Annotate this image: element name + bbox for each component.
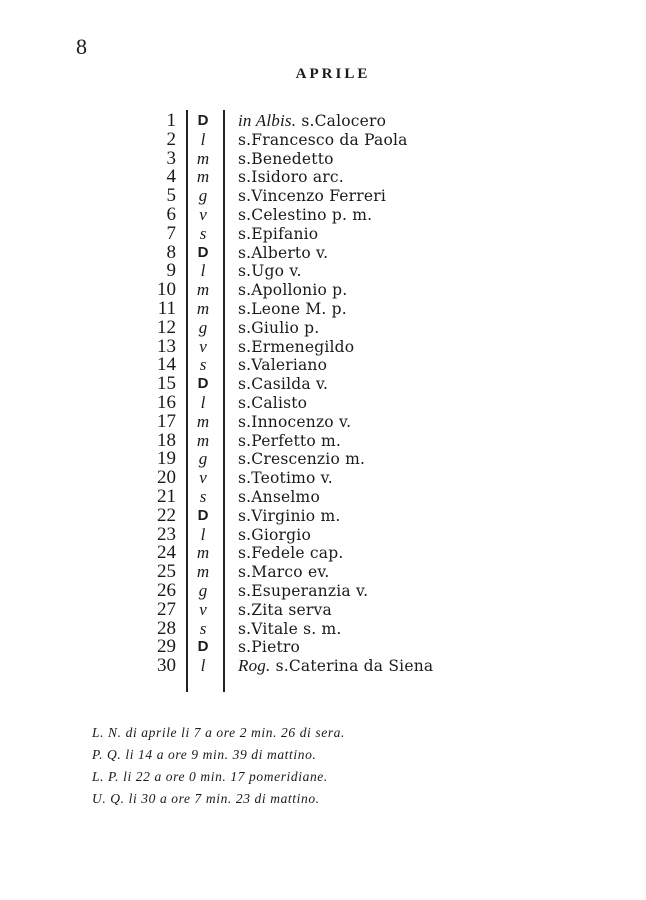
calendar-row <box>140 638 500 657</box>
calendar-row <box>140 598 500 620</box>
calendar-row <box>140 485 500 507</box>
day-number: 27 <box>157 598 176 620</box>
month-title: APRILE <box>295 66 371 82</box>
saint-text: s.Valeriano <box>238 356 328 375</box>
page-number: 8 <box>76 34 87 59</box>
saint-name <box>238 375 328 394</box>
day-number: 11 <box>157 297 176 319</box>
saint-name <box>238 394 307 413</box>
day-number: 20 <box>157 467 176 489</box>
moon-phase-line: P. Q. li 14 a ore 9 min. 39 di mattino. <box>92 747 317 762</box>
moon-phase-line: L. P. li 22 a ore 0 min. 17 pomeridiane. <box>92 769 328 784</box>
moon-phase-line: L. N. di aprile li 7 a ore 2 min. 26 di sera. <box>92 725 346 740</box>
day-number: 15 <box>157 373 176 395</box>
saint-text: s.Ugo v. <box>238 262 302 281</box>
weekday-letter: m <box>196 298 210 318</box>
calendar-row <box>140 375 500 394</box>
day-number: 5 <box>166 185 176 207</box>
day-number: 29 <box>157 636 176 658</box>
calendar-row <box>140 544 500 563</box>
saint-name <box>238 319 319 338</box>
saint-text: s.Vincenzo Ferreri <box>238 187 387 206</box>
saint-name <box>238 244 328 263</box>
weekday-letter: s <box>199 486 207 506</box>
saint-name <box>238 225 318 244</box>
day-number: 7 <box>166 222 176 244</box>
saint-name <box>238 620 342 639</box>
calendar-row <box>140 147 500 169</box>
day-number: 2 <box>166 128 176 150</box>
calendar-row <box>140 429 500 451</box>
calendar-row <box>140 469 500 488</box>
weekday-letter: v <box>199 204 207 224</box>
saint-text: s.Casilda v. <box>238 375 329 394</box>
saint-name <box>238 469 333 488</box>
calendar-row <box>140 563 500 582</box>
saint-text: s.Apollonio p. <box>238 281 348 300</box>
day-number: 6 <box>166 203 176 225</box>
saint-name <box>238 657 433 676</box>
saint-name <box>238 601 332 620</box>
calendar-row <box>140 504 500 526</box>
day-number: 14 <box>157 354 176 376</box>
saint-name <box>238 526 311 545</box>
calendar-row <box>140 222 500 244</box>
saint-text: s.Vitale s. m. <box>238 619 342 638</box>
saint-name <box>238 168 344 187</box>
weekday-letter: D <box>197 506 209 524</box>
saint-name <box>238 507 340 526</box>
day-number: 25 <box>157 561 176 583</box>
weekday-letter: v <box>199 599 207 619</box>
weekday-letter: l <box>200 524 206 544</box>
day-number: 23 <box>157 523 176 545</box>
saint-text: s.Leone M. p. <box>238 299 347 318</box>
weekday-letter: m <box>196 148 210 168</box>
saint-name <box>238 582 368 601</box>
liturgical-note: in Albis. <box>238 111 297 130</box>
weekday-letter: g <box>198 449 208 469</box>
calendar-row <box>140 168 500 187</box>
calendar-row <box>140 410 500 432</box>
day-number: 3 <box>166 147 176 169</box>
saint-text: s.Crescenzio m. <box>238 450 366 469</box>
calendar-row <box>140 203 500 225</box>
saint-name <box>238 338 354 357</box>
saint-name <box>238 206 372 225</box>
saint-name <box>238 432 341 451</box>
calendar-row <box>140 297 500 319</box>
weekday-letter: m <box>196 430 210 450</box>
weekday-letter: v <box>199 336 207 356</box>
saint-text: s.Innocenzo v. <box>238 412 352 431</box>
calendar-row <box>140 112 500 131</box>
calendar-row <box>140 335 500 357</box>
calendar-table <box>140 112 500 676</box>
weekday-letter: m <box>196 543 210 563</box>
day-number: 16 <box>157 391 176 413</box>
calendar-row <box>140 187 500 206</box>
day-number: 10 <box>157 279 176 301</box>
saint-text: s.Alberto v. <box>238 243 329 262</box>
weekday-letter: m <box>196 562 210 582</box>
calendar-row <box>140 281 500 300</box>
weekday-letter: s <box>199 618 207 638</box>
saint-name <box>238 356 327 375</box>
weekday-letter: m <box>196 411 210 431</box>
saint-text: s.Isidoro arc. <box>238 168 344 187</box>
weekday-letter: g <box>198 580 208 600</box>
weekday-letter: s <box>199 355 207 375</box>
weekday-letter: v <box>199 468 207 488</box>
day-number: 8 <box>166 241 176 263</box>
saint-text: s.Benedetto <box>238 149 334 168</box>
calendar-row <box>140 579 500 601</box>
saint-text: s.Perfetto m. <box>238 431 342 450</box>
saint-text: s.Calisto <box>238 393 308 412</box>
saint-name <box>238 262 302 281</box>
weekday-letter: m <box>196 280 210 300</box>
saint-text: s.Epifanio <box>238 224 319 243</box>
calendar-row <box>140 450 500 469</box>
saint-text: s.Giorgio <box>238 525 311 544</box>
weekday-letter: l <box>200 129 206 149</box>
day-number: 26 <box>157 579 176 601</box>
saint-text: s.Pietro <box>238 638 301 657</box>
saint-text: s.Francesco da Paola <box>238 130 408 149</box>
saint-text: s.Fedele cap. <box>238 544 344 563</box>
calendar-row <box>140 356 500 375</box>
weekday-letter: D <box>197 375 209 393</box>
saint-text: s.Caterina da Siena <box>275 657 434 676</box>
weekday-letter: D <box>197 638 209 656</box>
weekday-letter: m <box>196 167 210 187</box>
saint-name <box>238 413 351 432</box>
day-number: 24 <box>157 542 176 564</box>
day-number: 9 <box>166 260 176 282</box>
calendar-row <box>140 241 500 263</box>
saint-name <box>238 112 386 131</box>
day-number: 21 <box>157 485 176 507</box>
saint-name <box>238 187 386 206</box>
weekday-letter: D <box>197 243 209 261</box>
saint-name <box>238 300 347 319</box>
saint-name <box>238 281 347 300</box>
day-number: 18 <box>157 429 176 451</box>
saint-text: s.Ermenegildo <box>238 337 355 356</box>
saint-text: s.Anselmo <box>238 487 320 506</box>
saint-text: s.Giulio p. <box>238 318 320 337</box>
weekday-letter: l <box>200 392 206 412</box>
saint-text: s.Celestino p. m. <box>238 205 373 224</box>
weekday-letter: l <box>200 261 206 281</box>
calendar-row <box>140 316 500 338</box>
day-number: 13 <box>157 335 176 357</box>
saint-name <box>238 131 408 150</box>
saint-name <box>238 150 334 169</box>
saint-text: s.Teotimo v. <box>238 469 333 488</box>
saint-text: s.Esuperanzia v. <box>238 581 369 600</box>
weekday-letter: D <box>197 112 209 129</box>
day-number: 4 <box>166 166 176 188</box>
saint-text: s.Virginio m. <box>238 506 341 525</box>
saint-name <box>238 638 300 657</box>
weekday-letter: l <box>200 656 206 676</box>
moon-phase-line: U. Q. li 30 a ore 7 min. 23 di mattino. <box>92 791 320 806</box>
day-number: 19 <box>157 448 176 470</box>
saint-text: s.Marco ev. <box>238 563 330 582</box>
saint-name <box>238 450 365 469</box>
liturgical-note: Rog. <box>238 656 271 676</box>
calendar-row <box>140 657 500 676</box>
moon-phases <box>92 722 512 810</box>
day-number: 22 <box>157 504 176 526</box>
calendar-row <box>140 262 500 281</box>
calendar-row <box>140 523 500 545</box>
day-number: 1 <box>166 110 176 131</box>
saint-text: s.Zita serva <box>238 600 332 619</box>
weekday-letter: g <box>198 317 208 337</box>
calendar-row <box>140 128 500 150</box>
saint-name <box>238 544 343 563</box>
day-number: 28 <box>157 617 176 639</box>
day-number: 12 <box>157 316 176 338</box>
day-number: 30 <box>157 655 176 677</box>
saint-name <box>238 563 330 582</box>
weekday-letter: g <box>198 186 208 206</box>
calendar-row <box>140 617 500 639</box>
saint-text: s.Calocero <box>301 112 387 130</box>
calendar-row <box>140 391 500 413</box>
weekday-letter: s <box>199 223 207 243</box>
day-number: 17 <box>157 410 176 432</box>
saint-name <box>238 488 320 507</box>
